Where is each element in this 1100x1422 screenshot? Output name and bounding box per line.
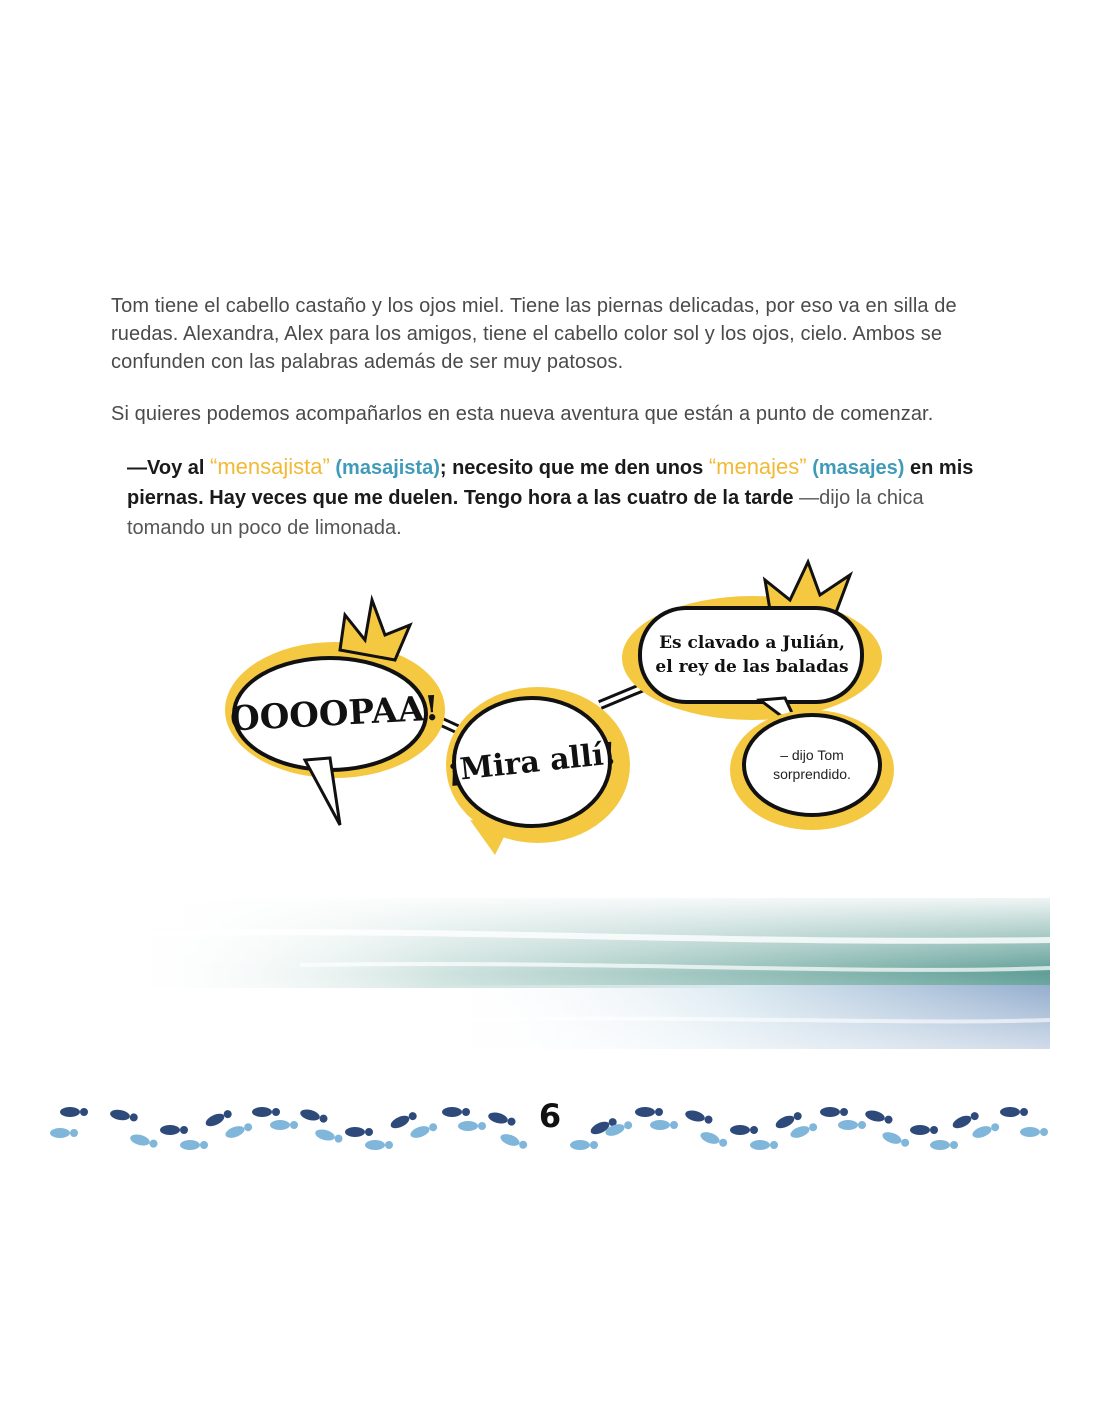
dialog-mid: ; necesito que me den unos <box>439 457 709 479</box>
bubble-3-line-2: el rey de las baladas <box>655 657 849 677</box>
speech-bubbles <box>225 562 894 855</box>
water-strip <box>112 898 1050 1049</box>
bubble-4-line-2: sorprendido. <box>773 766 851 782</box>
correct-word-1: (masajista) <box>335 457 440 479</box>
narrative-paragraph-1: Tom tiene el cabello castaño y los ojos miel. Tiene las piernas delicadas, por eso va en silla de ruedas. Alexandra, Alex para los amigos, tiene el cabello color sol y los ojos, cielo. Ambos se confunden con las palabras además de ser muy patosos. <box>111 295 957 373</box>
bubble-4-line-1: – dijo Tom <box>780 747 844 763</box>
wrong-word-2: “menajes” <box>708 454 807 479</box>
correct-word-2: (masajes) <box>812 457 905 479</box>
bubble-3-line-1: Es clavado a Julián, <box>659 633 845 653</box>
dialog-end: en mis piernas. Hay veces que me duelen. Tengo hora a las cuatro de la tarde <box>127 457 974 509</box>
dialog-start: —Voy al <box>127 457 210 479</box>
dialog-tag: —dijo la chica tomando un poco de limonada. <box>127 487 924 539</box>
wrong-word-1: “mensajista” <box>210 454 330 479</box>
narrative-paragraph-2: Si quieres podemos acompañarlos en esta nueva aventura que están a punto de comenzar. <box>111 403 934 425</box>
bubble-1-text: OOOOPAA! <box>229 688 441 740</box>
page-number: 6 <box>538 1097 562 1135</box>
bubble-2-text: ¡Mira allí! <box>445 736 619 789</box>
